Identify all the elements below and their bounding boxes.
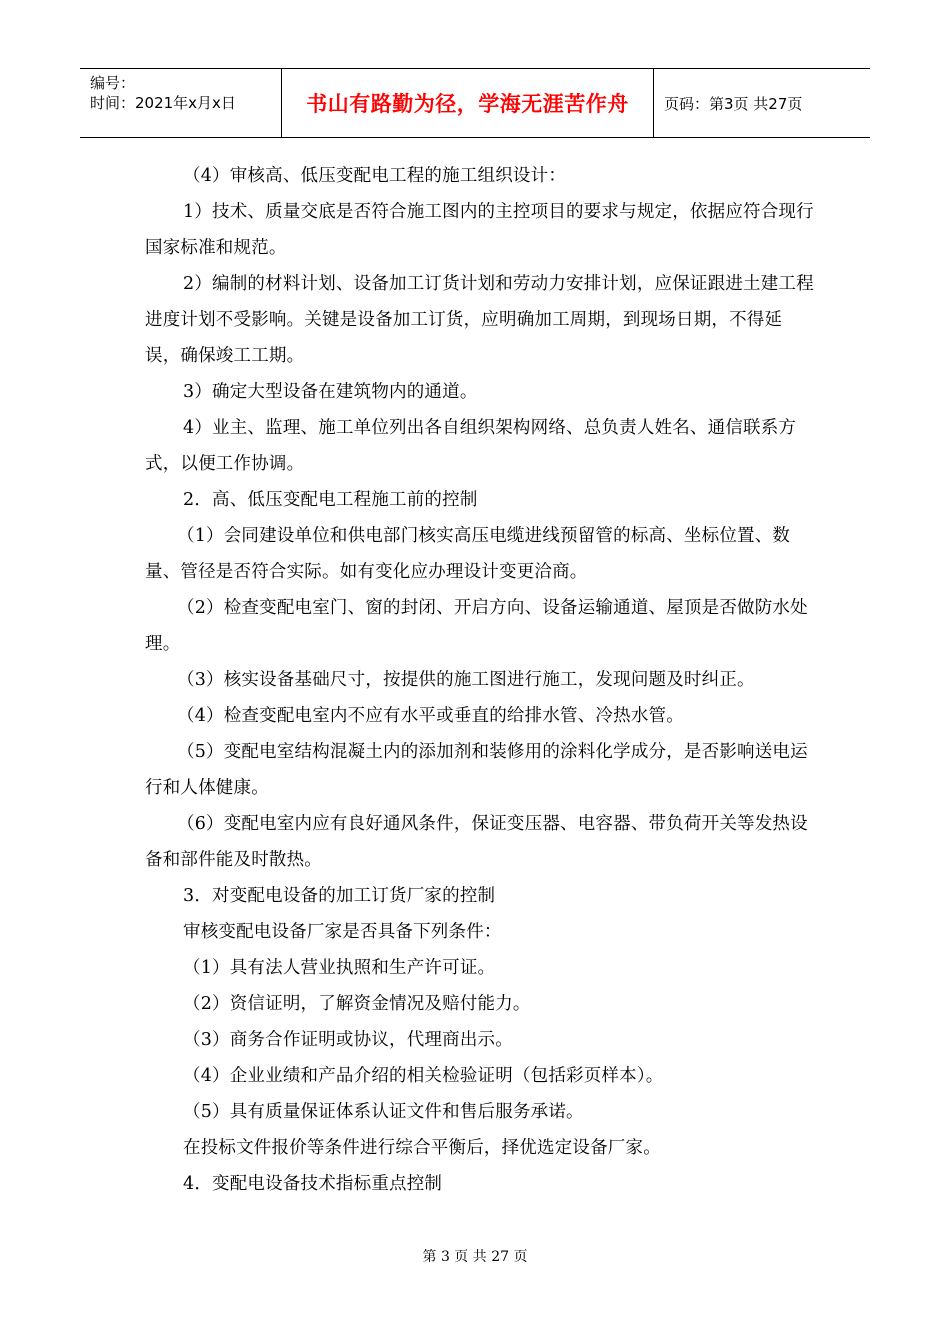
- paragraph: 审核变配电设备厂家是否具备下列条件：: [183, 922, 502, 942]
- paragraph: （5）变配电室结构混凝土内的添加剂和装修用的涂料化学成分，是否影响送电运行和人体健康。: [145, 742, 808, 798]
- time-label: 时间：2021年x月x日: [90, 94, 236, 112]
- paragraph: （6）变配电室内应有良好通风条件，保证变压器、电容器、带负荷开关等发热设备和部件能及时散热。: [145, 814, 808, 870]
- paragraph: 1）技术、质量交底是否符合施工图内的主控项目的要求与规定，依据应符合现行国家标准和规范。: [145, 202, 814, 258]
- paragraph: （3）核实设备基础尺寸，按提供的施工图进行施工，发现问题及时纠正。: [177, 670, 755, 690]
- header-page-info: 页码：第3页 共27页: [664, 94, 803, 113]
- paragraph: 4）业主、监理、施工单位列出各自组织架构网络、总负责人姓名、通信联系方式，以便工作协调。: [145, 418, 797, 474]
- list-item: （3）商务合作证明或协议，代理商出示。: [183, 1030, 513, 1050]
- paragraph: （4）检查变配电室内不应有水平或垂直的给排水管、冷热水管。: [177, 706, 684, 726]
- list-item: （1）具有法人营业执照和生产许可证。: [183, 958, 496, 978]
- section-heading: 2．高、低压变配电工程施工前的控制: [183, 490, 478, 510]
- paragraph: （2）检查变配电室门、窗的封闭、开启方向、设备运输通道、屋顶是否做防水处理。: [145, 598, 808, 654]
- paragraph: （4）审核高、低压变配电工程的施工组织设计：: [183, 166, 567, 186]
- list-item: （2）资信证明，了解资金情况及赔付能力。: [183, 994, 531, 1014]
- page-footer: 第 3 页 共 27 页: [422, 1249, 528, 1265]
- paragraph: 2）编制的材料计划、设备加工订货计划和劳动力安排计划，应保证跟进土建工程进度计划不受影响。关键是设备加工订货，应明确加工周期，到现场日期，不得延误，确保竣工工期。: [145, 274, 814, 366]
- section-heading: 3．对变配电设备的加工订货厂家的控制: [183, 886, 496, 906]
- page-header: [80, 68, 870, 138]
- code-label: 编号：: [90, 74, 136, 92]
- header-motto: 书山有路勤为径，学海无涯苦作舟: [282, 69, 654, 137]
- section-heading: 4．变配电设备技术指标重点控制: [183, 1174, 443, 1194]
- paragraph: 3）确定大型设备在建筑物内的通道。: [183, 382, 478, 402]
- list-item: （4）企业业绩和产品介绍的相关检验证明（包括彩页样本）。: [183, 1066, 664, 1086]
- list-item: （5）具有质量保证体系认证文件和售后服务承诺。: [183, 1102, 584, 1122]
- document-body: [145, 158, 815, 1202]
- paragraph: （1）会同建设单位和供电部门核实高压电缆进线预留管的标高、坐标位置、数量、管径是否符合实际。如有变化应办理设计变更洽商。: [145, 526, 791, 582]
- header-meta: [80, 69, 282, 137]
- paragraph: 在投标文件报价等条件进行综合平衡后，择优选定设备厂家。: [183, 1138, 661, 1158]
